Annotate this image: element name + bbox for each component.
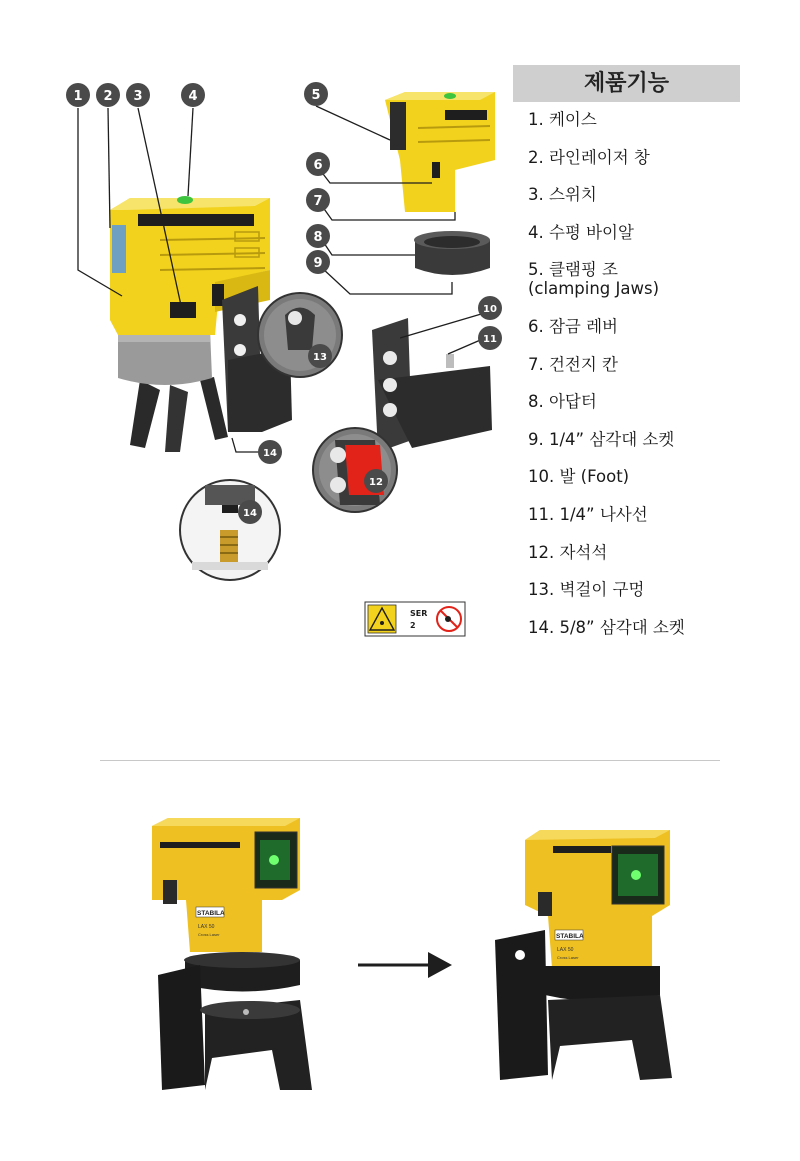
feature-item: 5. 클램핑 조 (clamping Jaws): [528, 260, 660, 299]
callout-label: 9: [313, 256, 323, 271]
callout-label: 8: [313, 230, 323, 245]
adapter-illustration: [414, 231, 490, 275]
callout-11: [478, 326, 502, 350]
callout-2: [96, 83, 120, 107]
model-left: LAX 50: [198, 924, 215, 930]
callout-label: 2: [103, 89, 113, 104]
brand-logo-right: STABILA: [556, 933, 584, 940]
callout-13: [308, 344, 332, 368]
callout-3: [126, 83, 150, 107]
feature-item: 13. 벽걸이 구멍: [528, 580, 645, 600]
photo-before-assembly: [152, 818, 312, 1090]
feature-item: 12. 자석석: [528, 542, 608, 562]
feature-item: 3. 스위치: [528, 185, 597, 205]
callout-14a: [258, 440, 282, 464]
zoom-magnet: [313, 428, 397, 512]
callout-9: [306, 250, 330, 274]
feature-item: 14. 5/8” 삼각대 소켓: [528, 617, 685, 637]
callout-label: 11: [483, 334, 497, 345]
callout-label: 10: [483, 304, 497, 315]
callout-4: [181, 83, 205, 107]
callout-label: 5: [311, 88, 321, 103]
zoom-tripod-socket: [180, 480, 280, 580]
callout-7: [306, 188, 330, 212]
callout-label: 7: [313, 194, 323, 209]
features-title: 제품기능: [513, 65, 740, 102]
callout-10: [478, 296, 502, 320]
callout-5: [304, 82, 328, 106]
callout-12: [364, 469, 388, 493]
model-right: LAX 50: [557, 947, 574, 953]
feature-item: 1. 케이스: [528, 110, 597, 129]
feature-item: 2. 라인레이저 창: [528, 147, 650, 167]
callout-label: 6: [313, 158, 323, 173]
callout-label: 14: [263, 448, 277, 459]
laser-safety-label: [365, 602, 465, 636]
feature-item: 8. 아답터: [528, 392, 597, 412]
clamp-jaw-illustration: [385, 92, 495, 212]
callout-14b: [238, 500, 262, 524]
photo-after-assembly: [495, 830, 672, 1080]
callout-label: 12: [369, 477, 383, 488]
feature-item: 11. 1/4” 나사선: [528, 504, 648, 524]
features-list: [528, 110, 788, 655]
feature-item: 4. 수평 바이알: [528, 222, 634, 242]
assembly-photos: [0, 780, 800, 1160]
feature-item: 6. 잠금 레버: [528, 316, 618, 336]
feature-item: 7. 건전지 칸: [528, 354, 618, 374]
callout-6: [306, 152, 330, 176]
callout-label: 14: [243, 508, 257, 519]
safety-label-line2: 2: [410, 621, 416, 630]
foot-illustration: [372, 318, 492, 452]
feature-item: 9. 1/4” 삼각대 소켓: [528, 429, 675, 449]
callout-8: [306, 224, 330, 248]
subtitle-right: Cross Laser: [557, 955, 579, 960]
feature-item: 10. 발 (Foot): [528, 467, 630, 487]
arrow-icon: [358, 952, 452, 978]
callout-label: 4: [188, 89, 198, 104]
subtitle-left: Cross Laser: [198, 932, 220, 937]
brand-logo-left: STABILA: [197, 910, 225, 917]
section-divider: [100, 760, 720, 761]
callout-1: [66, 83, 90, 107]
callout-label: 13: [313, 352, 327, 363]
zoom-wall-hole: [258, 293, 342, 377]
safety-label-line1: SER: [410, 609, 428, 618]
callout-label: 1: [73, 89, 83, 104]
callout-label: 3: [133, 89, 143, 104]
